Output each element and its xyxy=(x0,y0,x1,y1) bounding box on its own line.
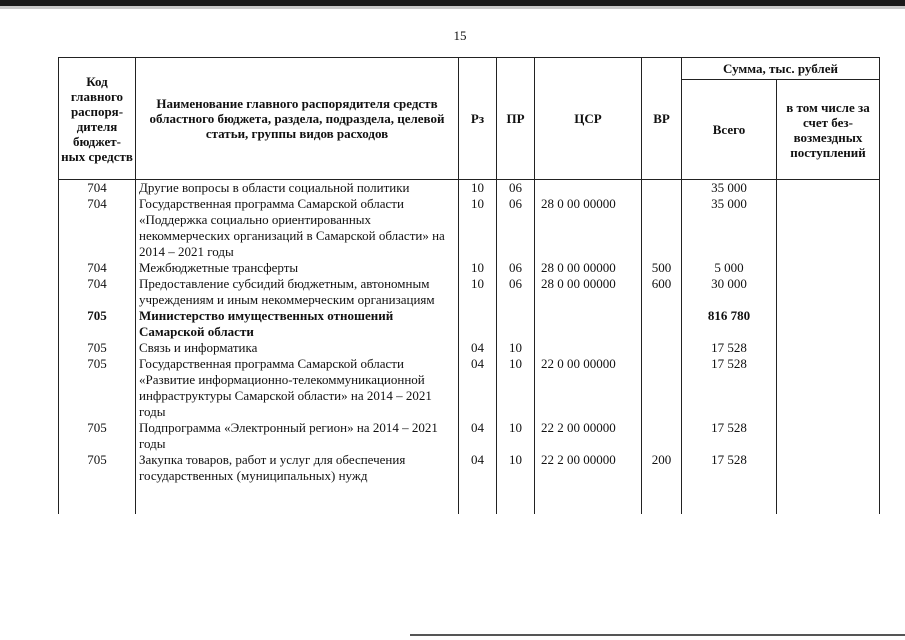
row-total: 5 000 xyxy=(682,260,777,276)
row-rz: 10 xyxy=(459,180,497,197)
row-vr xyxy=(642,180,682,197)
header-rz: Рз xyxy=(459,58,497,180)
row-total: 17 528 xyxy=(682,356,777,420)
row-including xyxy=(777,452,880,514)
budget-table xyxy=(58,57,880,514)
row-vr xyxy=(642,356,682,420)
row-rz: 04 xyxy=(459,420,497,452)
row-pr: 10 xyxy=(497,452,535,514)
row-name: Межбюджетные трансферты xyxy=(136,260,459,276)
row-csr xyxy=(535,180,642,197)
table-row xyxy=(59,180,880,197)
row-code: 704 xyxy=(59,260,136,276)
row-vr xyxy=(642,196,682,260)
scan-top-shadow xyxy=(0,6,905,9)
row-code: 704 xyxy=(59,276,136,308)
row-total: 17 528 xyxy=(682,340,777,356)
table-row xyxy=(59,308,880,340)
row-total: 30 000 xyxy=(682,276,777,308)
row-code: 705 xyxy=(59,452,136,514)
row-code: 705 xyxy=(59,308,136,340)
row-including xyxy=(777,420,880,452)
row-pr xyxy=(497,308,535,340)
table-row xyxy=(59,420,880,452)
row-vr: 200 xyxy=(642,452,682,514)
row-name: Государственная программа Самарской области «Поддержка социально ориентированных некоммерческих организаций в Самарской области» на 2014 – 2021 годы xyxy=(136,196,459,260)
row-total: 35 000 xyxy=(682,180,777,197)
row-csr: 28 0 00 00000 xyxy=(535,260,642,276)
row-csr: 22 0 00 00000 xyxy=(535,356,642,420)
row-pr: 06 xyxy=(497,260,535,276)
row-vr xyxy=(642,340,682,356)
row-rz xyxy=(459,308,497,340)
header-name: Наименование главного распорядителя средств областного бюджета, раздела, подраздела, целевой статьи, группы видов расходов xyxy=(136,58,459,180)
table-row xyxy=(59,340,880,356)
row-vr xyxy=(642,420,682,452)
table-row xyxy=(59,356,880,420)
row-vr xyxy=(642,308,682,340)
row-rz: 04 xyxy=(459,452,497,514)
row-name: Подпрограмма «Электронный регион» на 2014 – 2021 годы xyxy=(136,420,459,452)
table-header xyxy=(59,58,880,180)
row-code: 704 xyxy=(59,180,136,197)
row-pr: 10 xyxy=(497,340,535,356)
row-including xyxy=(777,308,880,340)
table-row xyxy=(59,196,880,260)
row-code: 705 xyxy=(59,356,136,420)
row-name: Предоставление субсидий бюджетным, автономным учреждениям и иным некоммерческим организациям xyxy=(136,276,459,308)
row-code: 704 xyxy=(59,196,136,260)
header-vr: ВР xyxy=(642,58,682,180)
row-total: 35 000 xyxy=(682,196,777,260)
row-including xyxy=(777,260,880,276)
row-name: Министерство имущественных отношений Самарской области xyxy=(136,308,459,340)
row-including xyxy=(777,276,880,308)
header-total: Всего xyxy=(682,80,777,180)
table-row xyxy=(59,276,880,308)
row-total: 17 528 xyxy=(682,452,777,514)
row-including xyxy=(777,180,880,197)
row-name: Государственная программа Самарской области «Развитие информационно-телекоммуникационной инфраструктуры Самарской области» на 2014 – 2021 годы xyxy=(136,356,459,420)
row-pr: 06 xyxy=(497,180,535,197)
header-code: Код главного распоря-дителя бюджет-ных средств xyxy=(59,58,136,180)
row-rz: 10 xyxy=(459,196,497,260)
header-csr: ЦСР xyxy=(535,58,642,180)
row-including xyxy=(777,340,880,356)
row-rz: 04 xyxy=(459,356,497,420)
row-code: 705 xyxy=(59,420,136,452)
row-csr xyxy=(535,340,642,356)
row-rz: 10 xyxy=(459,260,497,276)
header-including: в том числе за счет без-возмездных поступлений xyxy=(777,80,880,180)
row-pr: 10 xyxy=(497,420,535,452)
scan-bottom-line xyxy=(410,634,905,636)
row-rz: 04 xyxy=(459,340,497,356)
row-including xyxy=(777,196,880,260)
row-vr: 600 xyxy=(642,276,682,308)
row-pr: 06 xyxy=(497,196,535,260)
table-row xyxy=(59,260,880,276)
row-rz: 10 xyxy=(459,276,497,308)
table-body xyxy=(59,180,880,515)
row-pr: 06 xyxy=(497,276,535,308)
row-pr: 10 xyxy=(497,356,535,420)
row-csr: 28 0 00 00000 xyxy=(535,196,642,260)
row-code: 705 xyxy=(59,340,136,356)
header-pr: ПР xyxy=(497,58,535,180)
row-name: Связь и информатика xyxy=(136,340,459,356)
row-csr: 22 2 00 00000 xyxy=(535,452,642,514)
row-csr: 22 2 00 00000 xyxy=(535,420,642,452)
row-total: 17 528 xyxy=(682,420,777,452)
row-vr: 500 xyxy=(642,260,682,276)
row-name: Закупка товаров, работ и услуг для обеспечения государственных (муниципальных) нужд xyxy=(136,452,459,514)
header-sum-group: Сумма, тыс. рублей xyxy=(682,58,880,80)
row-name: Другие вопросы в области социальной политики xyxy=(136,180,459,197)
row-including xyxy=(777,356,880,420)
row-csr: 28 0 00 00000 xyxy=(535,276,642,308)
row-total: 816 780 xyxy=(682,308,777,340)
row-csr xyxy=(535,308,642,340)
table-row xyxy=(59,452,880,514)
page-number: 15 xyxy=(453,28,467,43)
